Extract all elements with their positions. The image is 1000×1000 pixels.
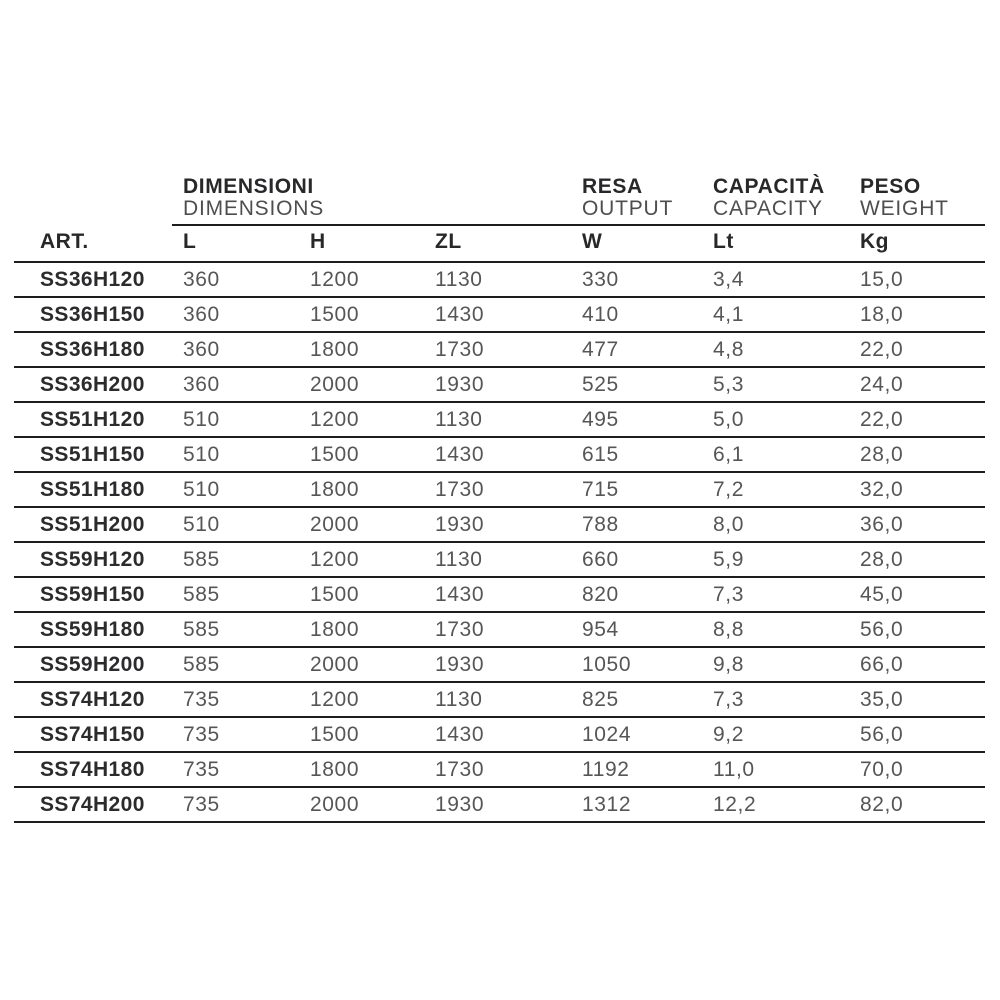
spec-table-header [14,175,985,262]
cell-w: 615 [571,437,702,472]
cell-art: SS51H150 [14,437,172,472]
cell-h: 1800 [299,332,424,367]
cell-w: 825 [571,682,702,717]
cell-lt: 8,0 [702,507,849,542]
cell-kg: 66,0 [849,647,985,682]
group-header-capacity [702,175,849,225]
table-row [14,717,985,752]
group-label-english: DIMENSIONS [183,197,325,220]
spec-table-container [14,175,985,823]
group-header-row [14,175,985,225]
cell-lt: 5,0 [702,402,849,437]
cell-art: SS36H180 [14,332,172,367]
cell-kg: 70,0 [849,752,985,787]
cell-zl: 1930 [424,787,571,822]
group-label-italian: RESA [582,175,643,198]
cell-lt: 6,1 [702,437,849,472]
group-label-italian: PESO [860,175,921,198]
cell-kg: 56,0 [849,612,985,647]
cell-zl: 1730 [424,472,571,507]
cell-art: SS74H150 [14,717,172,752]
cell-art: SS74H180 [14,752,172,787]
cell-l: 510 [172,402,299,437]
cell-kg: 22,0 [849,402,985,437]
cell-zl: 1730 [424,332,571,367]
cell-zl: 1430 [424,297,571,332]
cell-lt: 7,2 [702,472,849,507]
column-header-lt: Lt [702,225,849,262]
cell-w: 954 [571,612,702,647]
table-row [14,437,985,472]
cell-zl: 1130 [424,262,571,297]
cell-w: 820 [571,577,702,612]
table-row [14,542,985,577]
cell-h: 1200 [299,542,424,577]
cell-lt: 5,3 [702,367,849,402]
cell-kg: 28,0 [849,437,985,472]
cell-kg: 36,0 [849,507,985,542]
cell-h: 1800 [299,752,424,787]
cell-h: 1500 [299,437,424,472]
cell-w: 495 [571,402,702,437]
cell-l: 735 [172,787,299,822]
cell-l: 360 [172,332,299,367]
table-row [14,682,985,717]
cell-lt: 11,0 [702,752,849,787]
cell-kg: 28,0 [849,542,985,577]
cell-lt: 5,9 [702,542,849,577]
cell-zl: 1430 [424,717,571,752]
cell-zl: 1930 [424,647,571,682]
cell-zl: 1730 [424,612,571,647]
cell-art: SS36H120 [14,262,172,297]
cell-zl: 1130 [424,542,571,577]
cell-h: 1800 [299,612,424,647]
cell-kg: 18,0 [849,297,985,332]
cell-w: 410 [571,297,702,332]
table-row [14,612,985,647]
group-label-english: WEIGHT [860,197,949,220]
cell-art: SS51H180 [14,472,172,507]
column-header-row [14,225,985,262]
cell-w: 1050 [571,647,702,682]
cell-w: 477 [571,332,702,367]
cell-l: 585 [172,647,299,682]
cell-lt: 3,4 [702,262,849,297]
table-row [14,647,985,682]
cell-lt: 4,8 [702,332,849,367]
cell-h: 1200 [299,402,424,437]
table-row [14,752,985,787]
cell-art: SS74H120 [14,682,172,717]
cell-zl: 1930 [424,507,571,542]
cell-l: 585 [172,577,299,612]
cell-kg: 15,0 [849,262,985,297]
cell-w: 525 [571,367,702,402]
group-label-english: CAPACITY [713,197,823,220]
cell-h: 1200 [299,262,424,297]
cell-art: SS59H150 [14,577,172,612]
cell-art: SS59H180 [14,612,172,647]
column-header-zl: ZL [424,225,571,262]
column-header-art: ART. [14,225,172,262]
cell-art: SS74H200 [14,787,172,822]
cell-kg: 32,0 [849,472,985,507]
cell-lt: 7,3 [702,577,849,612]
group-header-output [571,175,702,225]
cell-w: 1312 [571,787,702,822]
cell-h: 2000 [299,367,424,402]
cell-l: 360 [172,367,299,402]
cell-h: 1800 [299,472,424,507]
group-label-italian: DIMENSIONI [183,175,314,198]
cell-h: 1500 [299,717,424,752]
cell-l: 510 [172,472,299,507]
table-row [14,367,985,402]
cell-art: SS59H200 [14,647,172,682]
cell-zl: 1730 [424,752,571,787]
cell-h: 2000 [299,507,424,542]
cell-kg: 35,0 [849,682,985,717]
cell-l: 585 [172,612,299,647]
cell-lt: 8,8 [702,612,849,647]
cell-zl: 1930 [424,367,571,402]
cell-l: 360 [172,262,299,297]
table-row [14,577,985,612]
table-body [14,262,985,822]
cell-h: 1500 [299,297,424,332]
cell-h: 2000 [299,787,424,822]
cell-art: SS59H120 [14,542,172,577]
cell-kg: 56,0 [849,717,985,752]
cell-zl: 1430 [424,437,571,472]
cell-lt: 9,2 [702,717,849,752]
cell-w: 1192 [571,752,702,787]
cell-l: 735 [172,717,299,752]
table-row [14,507,985,542]
column-header-w: W [571,225,702,262]
cell-l: 510 [172,507,299,542]
table-row [14,472,985,507]
cell-h: 1500 [299,577,424,612]
cell-h: 1200 [299,682,424,717]
cell-kg: 45,0 [849,577,985,612]
group-header-spacer [14,175,172,225]
cell-kg: 24,0 [849,367,985,402]
cell-lt: 4,1 [702,297,849,332]
cell-lt: 7,3 [702,682,849,717]
cell-h: 2000 [299,647,424,682]
table-row [14,262,985,297]
column-header-l: L [172,225,299,262]
column-header-kg: Kg [849,225,985,262]
cell-w: 330 [571,262,702,297]
cell-art: SS36H200 [14,367,172,402]
cell-l: 735 [172,682,299,717]
cell-kg: 82,0 [849,787,985,822]
group-label-english: OUTPUT [582,197,674,220]
cell-art: SS51H120 [14,402,172,437]
group-header-dimensions [172,175,571,225]
cell-w: 1024 [571,717,702,752]
table-row [14,297,985,332]
cell-lt: 12,2 [702,787,849,822]
cell-l: 510 [172,437,299,472]
cell-w: 715 [571,472,702,507]
cell-l: 585 [172,542,299,577]
cell-w: 788 [571,507,702,542]
cell-lt: 9,8 [702,647,849,682]
cell-l: 735 [172,752,299,787]
cell-l: 360 [172,297,299,332]
table-row [14,787,985,822]
cell-zl: 1130 [424,402,571,437]
cell-w: 660 [571,542,702,577]
spec-table [14,175,985,823]
cell-art: SS51H200 [14,507,172,542]
cell-zl: 1430 [424,577,571,612]
cell-art: SS36H150 [14,297,172,332]
table-row [14,402,985,437]
cell-kg: 22,0 [849,332,985,367]
cell-zl: 1130 [424,682,571,717]
column-header-h: H [299,225,424,262]
table-row [14,332,985,367]
group-header-weight [849,175,985,225]
group-label-italian: CAPACITÀ [713,175,825,198]
